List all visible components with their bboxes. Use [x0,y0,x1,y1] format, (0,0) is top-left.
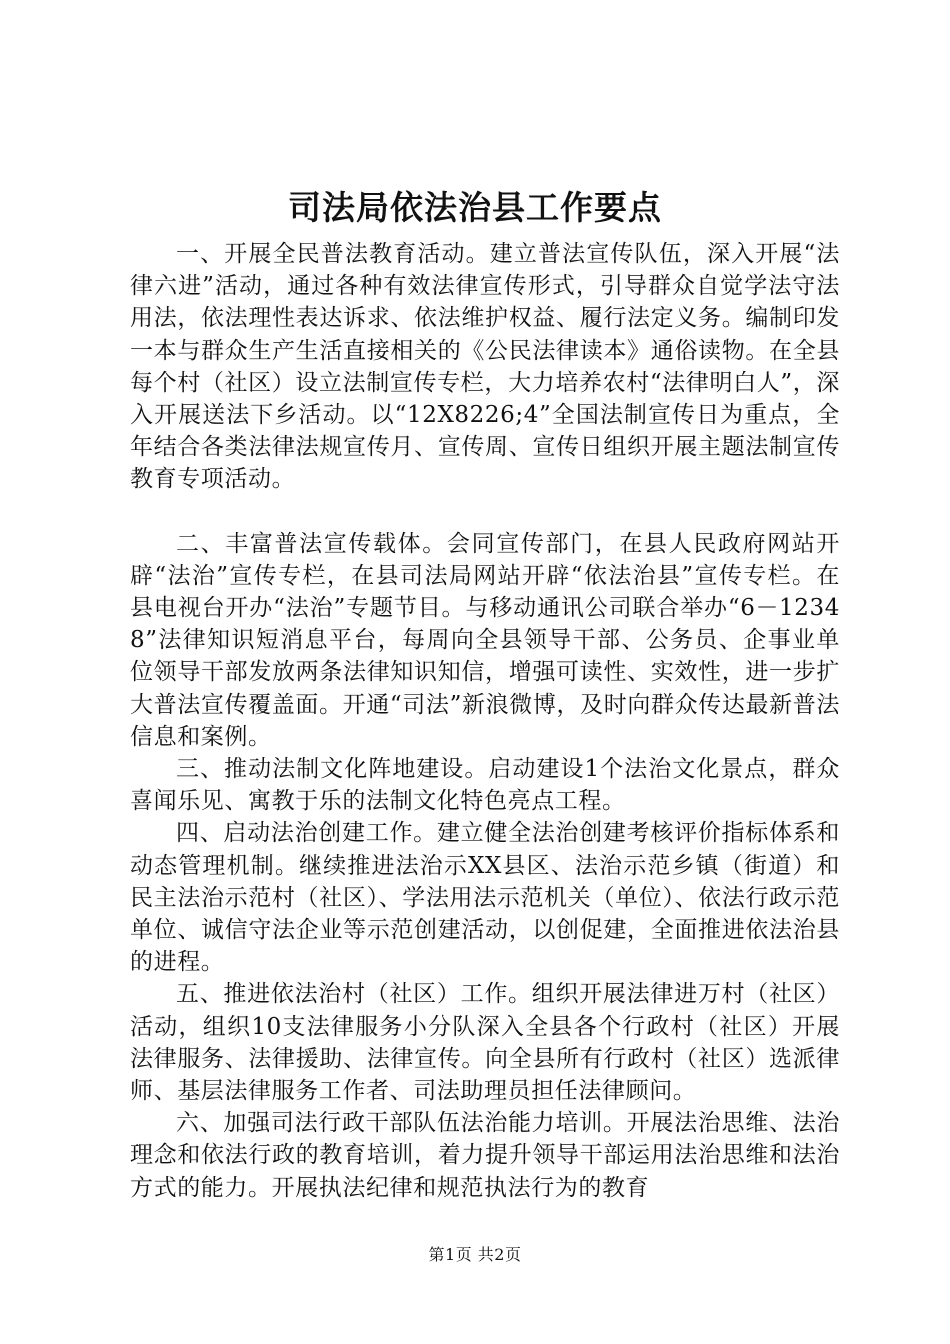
paragraph-2: 二、丰富普法宣传载体。会同宣传部门，在县人民政府网站开辟“法治”宣传专栏，在县司法局网站开辟“依法治县”宣传专栏。在县电视台开办“法治”专题节目。与移动通讯公司联合举办“6－12348”法律知识短消息平台，每周向全县领导干部、公务员、企事业单位领导干部发放两条法律知识知信，增强可读性、实效性，进一步扩大普法宣传覆盖面。开通“司法”新浪微博，及时向群众传达最新普法信息和案例。 [130,530,840,750]
paragraph-4: 四、启动法治创建工作。建立健全法治创建考核评价指标体系和动态管理机制。继续推进法治示XX县区、法治示范乡镇（街道）和民主法治示范村（社区）、学法用法示范机关（单位）、依法行政示范单位、诚信守法企业等示范创建活动，以创促建，全面推进依法治县的进程。 [130,820,840,976]
paragraph-3: 三、推动法制文化阵地建设。启动建设1个法治文化景点，群众喜闻乐见、寓教于乐的法制文化特色亮点工程。 [130,756,840,815]
document-body [130,238,840,1204]
document-title: 司法局依法治县工作要点 [288,188,662,227]
paragraph-6: 六、加强司法行政干部队伍法治能力培训。开展法治思维、法治理念和依法行政的教育培训，着力提升领导干部运用法治思维和法治方式的能力。开展执法纪律和规范执法行为的教育 [130,1110,840,1201]
page-number-footer: 第1页 共2页 [428,1245,522,1264]
paragraph-1: 一、开展全民普法教育活动。建立普法宣传队伍，深入开展“法律六进”活动，通过各种有效法律宣传形式，引导群众自觉学法守法用法，依法理性表达诉求、依法维护权益、履行法定义务。编制印发一本与群众生产生活直接相关的《公民法律读本》通俗读物。在全县每个村（社区）设立法制宣传专栏，大力培养农村“法律明白人”，深入开展送法下乡活动。以“12X8226;4”全国法制宣传日为重点，全年结合各类法律法规宣传月、宣传周、宣传日组织开展主题法制宣传教育专项活动。 [130,241,840,493]
paragraph-spacer [130,496,840,528]
paragraph-5: 五、推进依法治村（社区）工作。组织开展法律进万村（社区）活动，组织10支法律服务小分队深入全县各个行政村（社区）开展法律服务、法律援助、法律宣传。向全县所有行政村（社区）选派律师、基层法律服务工作者、司法助理员担任法律顾问。 [130,981,840,1105]
